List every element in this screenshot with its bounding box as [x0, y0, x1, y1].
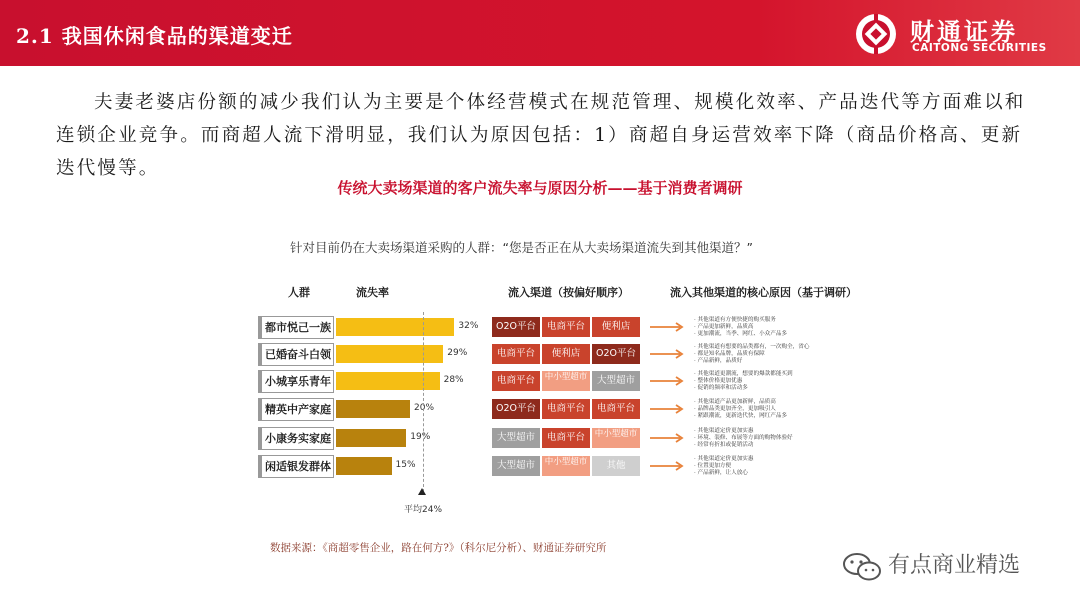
column-header-loss-rate: 流失率 [356, 286, 389, 299]
arrow-right-icon [650, 461, 686, 471]
reason-item: · 其他渠道产品更加新鲜，品质高 [694, 399, 776, 405]
channel-tag: 大型超市 [491, 455, 541, 477]
reason-item: · 产品更加新鲜，品质高 [694, 323, 754, 330]
survey-question: 针对目前仍在大卖场渠道采购的人群：“您是否正在从大卖场渠道流失到其他渠道？” [290, 240, 753, 255]
loss-rate-bar [336, 345, 443, 363]
channel-tag: 大型超市 [491, 427, 541, 449]
data-source: 数据来源：《商超零售企业，路在何方?》（科尔尼分析）、财通证券研究所 [270, 542, 607, 554]
arrow-right-icon [650, 433, 686, 443]
reason-list [694, 456, 864, 476]
reason-list [694, 399, 864, 419]
column-header-channels: 流入渠道（按偏好顺序） [508, 286, 629, 299]
loss-rate-bar [336, 372, 440, 390]
channel-tag: 中小型超市 [591, 427, 641, 449]
company-logo [852, 8, 1072, 60]
reason-item: · 其他渠道定价更加实惠 [694, 456, 754, 462]
channel-tag: 电商平台 [541, 398, 591, 420]
header-bar [0, 0, 1080, 66]
reason-item: · 整体价格更加优惠 [694, 377, 743, 384]
arrow-right-icon [650, 349, 686, 359]
reason-item: · 位置更加方便 [694, 462, 732, 469]
reason-item: · 都是知名品牌，品质有保障 [694, 350, 765, 357]
arrow-right-icon [650, 322, 686, 332]
body-paragraph: 夫妻老婆店份额的减少我们认为主要是个体经营模式在规范管理、规模化效率、产品迭代等方面难以和连锁企业竞争。而商超人流下滑明显，我们认为原因包括：1）商超自身运营效率下降（商品价格高、更新迭代慢等。 [56, 92, 1026, 179]
channel-tag: 中小型超市 [541, 370, 591, 392]
channel-tag: 便利店 [541, 343, 591, 365]
logo-english-name: CAITONG SECURITIES [912, 42, 1047, 54]
loss-rate-label: 28% [443, 375, 464, 385]
group-label: 闲适银发群体 [258, 455, 334, 478]
channel-tag: 电商平台 [491, 370, 541, 392]
reason-item: · 产品新鲜，让人放心 [694, 469, 748, 476]
group-label: 都市悦己一族 [258, 316, 334, 339]
column-header-reasons: 流入其他渠道的核心原因（基于调研） [670, 286, 857, 299]
reason-item: · 其他渠道更潮流，想要的爆款都能买到 [694, 371, 793, 377]
section-title: 2.1 我国休闲食品的渠道变迁 [16, 24, 293, 48]
arrow-right-icon [650, 404, 686, 414]
reason-list [694, 428, 864, 448]
channel-tag: 大型超市 [591, 370, 641, 392]
loss-rate-bar [336, 318, 454, 336]
reason-list [694, 317, 864, 337]
channel-tag: 电商平台 [491, 343, 541, 365]
reason-item: · 产品新鲜，品质好 [694, 357, 743, 364]
channel-tag: O2O平台 [491, 316, 541, 338]
watermark [838, 548, 1078, 584]
reason-item: · 紧跟潮流，更新迭代快，网红产品多 [694, 412, 788, 419]
group-label: 小康务实家庭 [258, 427, 334, 450]
reason-item: · 其他渠道有想要的品类都有，一次购全，省心 [694, 344, 810, 350]
watermark-text: 有点商业精选 [888, 553, 1021, 578]
channel-tag: 便利店 [591, 316, 641, 338]
reason-item: · 经常有折扣或促销活动 [694, 441, 754, 448]
channel-tag: 中小型超市 [541, 455, 591, 477]
logo-chinese-name: 财通证券 [910, 18, 1018, 46]
channel-tag: 电商平台 [591, 398, 641, 420]
average-marker-icon [418, 488, 426, 495]
reason-item: · 品牌品类更加齐全，更加吸引人 [694, 405, 776, 412]
caitong-logo-icon [854, 12, 898, 56]
reason-item: · 促销的频率和活动多 [694, 384, 748, 391]
loss-rate-label: 32% [458, 321, 479, 331]
loss-rate-label: 29% [447, 348, 468, 358]
reason-list [694, 371, 864, 391]
loss-rate-bar [336, 400, 410, 418]
loss-rate-bar [336, 429, 406, 447]
channel-tag: 电商平台 [541, 316, 591, 338]
group-label: 精英中产家庭 [258, 398, 334, 421]
reason-item: · 环境、装修、布展等方面的购物体验好 [694, 434, 793, 441]
channel-tag: O2O平台 [591, 343, 641, 365]
chart-title: 传统大卖场渠道的客户流失率与原因分析——基于消费者调研 [337, 179, 743, 197]
column-header-group: 人群 [288, 286, 310, 299]
channel-tag: 电商平台 [541, 427, 591, 449]
group-label: 已婚奋斗白领 [258, 343, 334, 366]
group-label: 小城享乐青年 [258, 370, 334, 393]
reason-item: · 更加潮流，当季、网红、小众产品多 [694, 330, 788, 337]
reason-list [694, 344, 864, 364]
average-label: 平均24% [404, 505, 443, 515]
reason-item: · 其他渠道有方便快捷的购买服务 [694, 317, 776, 323]
channel-tag: O2O平台 [491, 398, 541, 420]
loss-rate-label: 15% [395, 460, 416, 470]
arrow-right-icon [650, 376, 686, 386]
reason-item: · 其他渠道定价更加实惠 [694, 428, 754, 434]
average-line [423, 312, 424, 492]
loss-rate-label: 20% [414, 403, 435, 413]
wechat-icon [842, 552, 882, 582]
loss-rate-label: 19% [410, 432, 431, 442]
loss-rate-bar [336, 457, 392, 475]
channel-tag: 其他 [591, 455, 641, 477]
